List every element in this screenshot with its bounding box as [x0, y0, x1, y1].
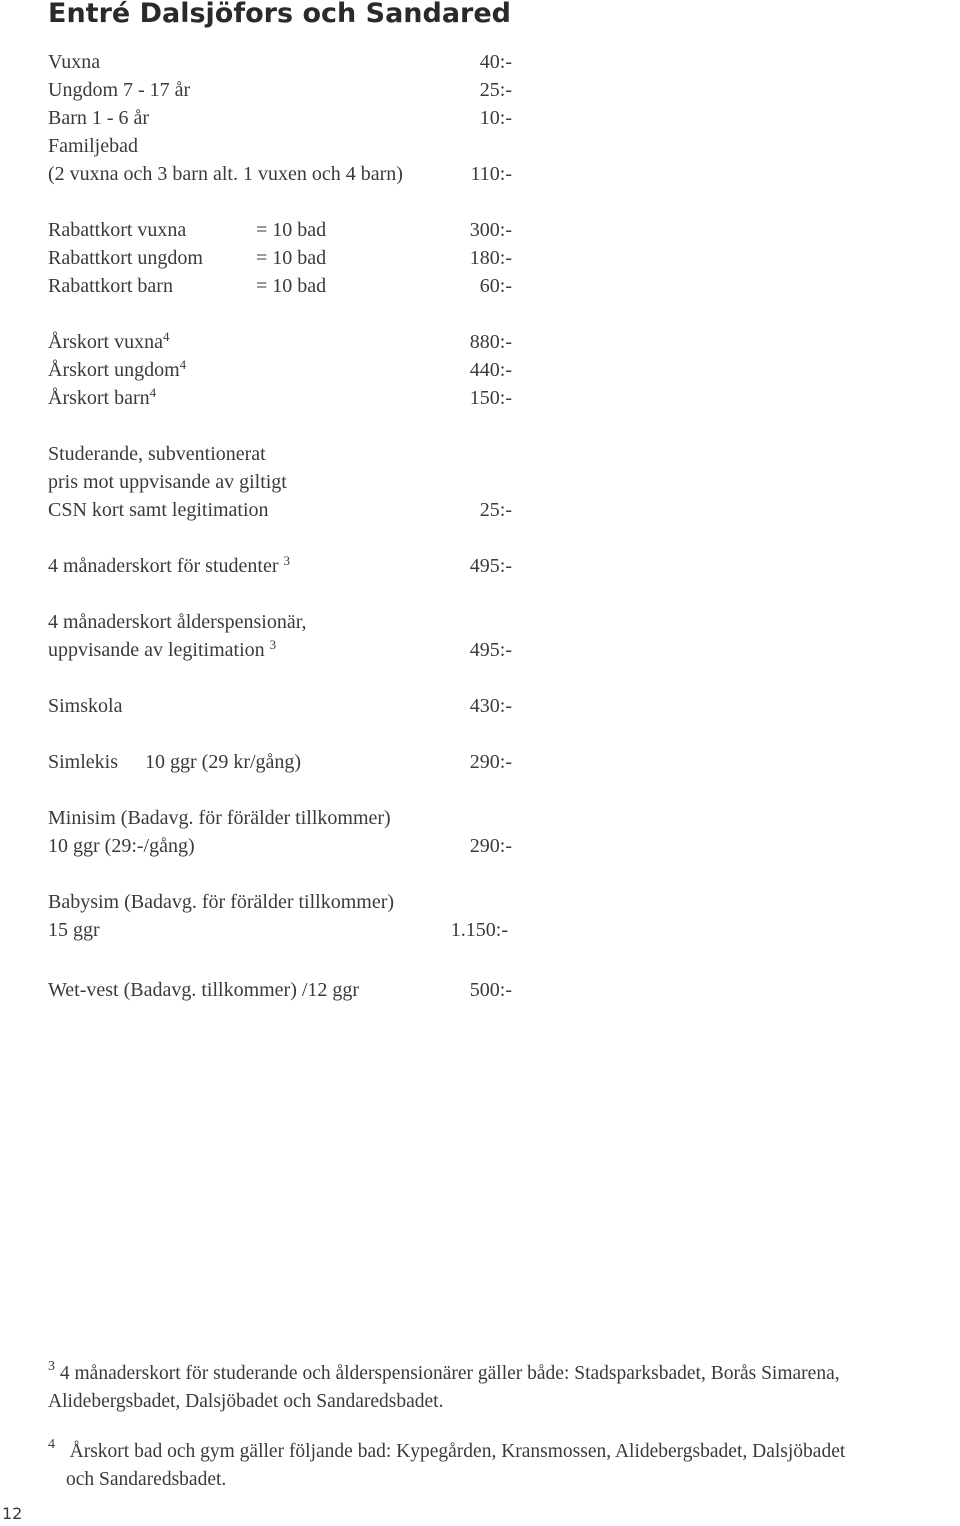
footnote-4-text: Årskort bad och gym gäller följande bad: Kypegården, Kransmossen, Alidebergsbadet, Dalsjöbadet	[69, 1441, 846, 1462]
price-label-vuxna: Vuxna	[48, 51, 101, 73]
studerande-line3: CSN kort samt legitimation	[48, 499, 269, 521]
price-value-barn: 10:-	[479, 107, 512, 129]
price-value-vuxna: 40:-	[479, 51, 512, 73]
simlekis-price: 290:-	[469, 751, 512, 773]
footnote-ref: 4	[179, 357, 187, 372]
footnote-3-line2: Alidebergsbadet, Dalsjöbadet och Sandaredsbadet.	[48, 1391, 444, 1412]
footnote-mark-4: 4	[48, 1437, 55, 1452]
rabatt-price: 300:-	[469, 219, 512, 241]
babysim-line2: 15 ggr	[48, 919, 100, 941]
arskort-price: 150:-	[469, 387, 512, 409]
babysim-line1: Babysim (Badavg. för förälder tillkommer)	[48, 891, 395, 913]
babysim-price: 1.150:-	[450, 919, 508, 941]
simskola-price: 430:-	[469, 695, 512, 717]
arskort-label: Årskort ungdom	[48, 359, 180, 381]
footnote-ref: 3	[269, 637, 277, 652]
simskola-label: Simskola	[48, 695, 123, 717]
rabatt-count: = 10 bad	[256, 219, 327, 241]
footnote-3-text: 4 månaderskort för studerande och ålderspensionärer gäller både: Stadsparksbadet, Borås Simarena,	[59, 1363, 840, 1384]
rabatt-count: = 10 bad	[256, 247, 327, 269]
manadskort-student-text: 4 månaderskort för studenter	[48, 555, 279, 577]
footnote-ref: 4	[162, 329, 170, 344]
minisim-line1: Minisim (Badavg. för förälder tillkommer)	[48, 807, 391, 829]
manadskort-pension-price: 495:-	[469, 639, 512, 661]
footnote-ref: 3	[283, 553, 290, 568]
arskort-item	[48, 328, 169, 356]
minisim-price: 290:-	[469, 835, 512, 857]
wetvest-label: Wet-vest (Badavg. tillkommer) /12 ggr	[48, 979, 360, 1001]
wetvest-price: 500:-	[469, 979, 512, 1001]
manadskort-pension-line1: 4 månaderskort ålderspensionär,	[48, 611, 307, 633]
manadskort-pension-text: uppvisande av legitimation	[48, 639, 265, 661]
arskort-label: Årskort barn	[48, 387, 150, 409]
rabatt-price: 180:-	[469, 247, 512, 269]
rabatt-price: 60:-	[479, 275, 512, 297]
page-number: 12	[2, 1504, 23, 1523]
simlekis-detail: 10 ggr (29 kr/gång)	[145, 751, 302, 773]
price-value-familjebad: 110:-	[470, 163, 512, 185]
manadskort-student-label	[48, 552, 290, 580]
price-label-ungdom: Ungdom 7 - 17 år	[48, 79, 191, 101]
manadskort-pension-line2	[48, 636, 276, 664]
rabatt-count: = 10 bad	[256, 275, 327, 297]
price-value-ungdom: 25:-	[479, 79, 512, 101]
arskort-item	[48, 384, 156, 412]
price-label-familjebad: Familjebad	[48, 135, 138, 157]
minisim-line2: 10 ggr (29:-/gång)	[48, 835, 195, 857]
footnote-ref: 4	[149, 385, 157, 400]
footnote-4-line1	[48, 1438, 845, 1466]
rabatt-label: Rabattkort barn	[48, 275, 173, 297]
studerande-line1: Studerande, subventionerat	[48, 443, 266, 465]
arskort-label: Årskort vuxna	[48, 331, 163, 353]
footnote-3-line1	[48, 1360, 840, 1388]
studerande-price: 25:-	[479, 499, 512, 521]
footnote-4-line2: och Sandaredsbadet.	[66, 1469, 227, 1490]
arskort-price: 440:-	[469, 359, 512, 381]
manadskort-student-price: 495:-	[469, 555, 512, 577]
arskort-item	[48, 356, 186, 384]
simlekis-label: Simlekis	[48, 751, 119, 773]
price-detail-familjebad: (2 vuxna och 3 barn alt. 1 vuxen och 4 barn)	[48, 163, 403, 185]
price-label-barn: Barn 1 - 6 år	[48, 107, 150, 129]
rabatt-label: Rabattkort ungdom	[48, 247, 203, 269]
rabatt-label: Rabattkort vuxna	[48, 219, 187, 241]
studerande-line2: pris mot uppvisande av giltigt	[48, 471, 287, 493]
arskort-price: 880:-	[469, 331, 512, 353]
footnote-mark-3: 3	[48, 1359, 55, 1374]
page-title: Entré Dalsjöfors och Sandared	[48, 0, 512, 29]
